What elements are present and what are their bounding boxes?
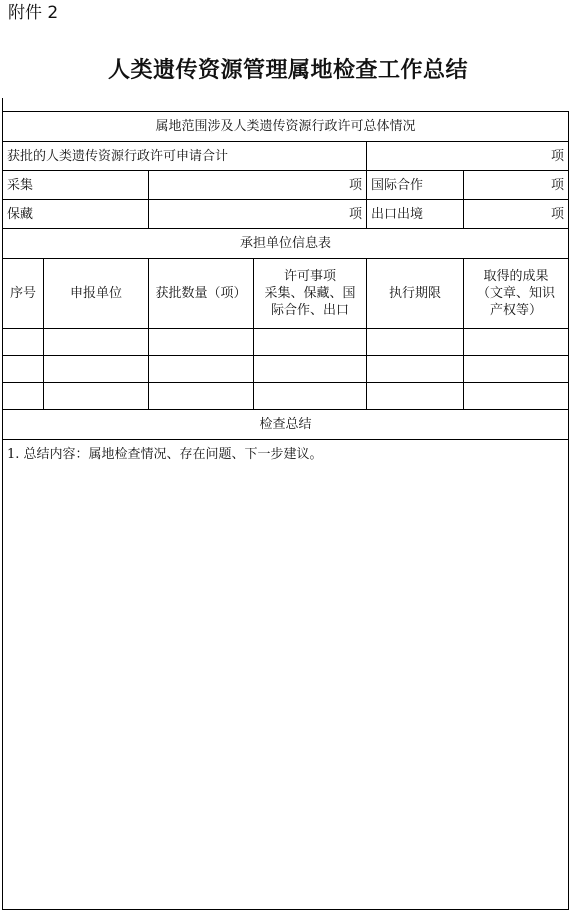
summary-header-row — [3, 410, 569, 440]
collection-label: 采集 — [3, 171, 149, 200]
overview-row-storage — [3, 200, 569, 229]
overview-row-collection — [3, 171, 569, 200]
total-approved-label: 获批的人类遗传资源行政许可申请合计 — [3, 142, 367, 171]
total-approved-value[interactable] — [367, 142, 569, 171]
international-cooperation-value[interactable] — [464, 171, 569, 200]
cell-execution-period[interactable] — [367, 356, 464, 383]
summary-header: 检查总结 — [3, 410, 569, 440]
table-row — [3, 329, 569, 356]
units-table-header: 承担单位信息表 — [3, 229, 569, 259]
unit-label: 项 — [551, 177, 565, 193]
cell-approved-count[interactable] — [149, 356, 254, 383]
unit-label: 项 — [551, 148, 565, 164]
cell-achievements[interactable] — [464, 383, 569, 410]
cell-execution-period[interactable] — [367, 383, 464, 410]
column-header-index: 序号 — [3, 259, 44, 329]
table-edge-mark — [2, 98, 3, 112]
cell-applicant[interactable] — [44, 329, 149, 356]
summary-text-area[interactable] — [3, 440, 569, 910]
export-value[interactable] — [464, 200, 569, 229]
overview-header: 属地范围涉及人类遗传资源行政许可总体情况 — [3, 112, 569, 142]
export-label: 出口出境 — [367, 200, 464, 229]
cell-permit-items[interactable] — [254, 329, 367, 356]
unit-label: 项 — [348, 206, 362, 222]
unit-label: 项 — [348, 177, 362, 193]
cell-achievements[interactable] — [464, 356, 569, 383]
cell-index[interactable] — [3, 383, 44, 410]
column-header-achievements: 取得的成果 （文章、知识 产权等） — [464, 259, 569, 329]
inspection-form-table — [2, 111, 569, 910]
table-row — [3, 383, 569, 410]
cell-execution-period[interactable] — [367, 329, 464, 356]
cell-achievements[interactable] — [464, 329, 569, 356]
cell-index[interactable] — [3, 356, 44, 383]
units-column-header-row — [3, 259, 569, 329]
cell-applicant[interactable] — [44, 383, 149, 410]
summary-instruction: 1. 总结内容：属地检查情况、存在问题、下一步建议。 — [7, 447, 323, 462]
cell-permit-items[interactable] — [254, 383, 367, 410]
overview-header-row — [3, 112, 569, 142]
cell-index[interactable] — [3, 329, 44, 356]
collection-value[interactable] — [149, 171, 367, 200]
overview-total-row — [3, 142, 569, 171]
column-header-permit-items: 许可事项 采集、保藏、国 际合作、出口 — [254, 259, 367, 329]
storage-value[interactable] — [149, 200, 367, 229]
annex-label: 附件 2 — [8, 3, 59, 23]
cell-approved-count[interactable] — [149, 383, 254, 410]
cell-applicant[interactable] — [44, 356, 149, 383]
column-header-execution-period: 执行期限 — [367, 259, 464, 329]
table-row — [3, 356, 569, 383]
summary-body-row — [3, 440, 569, 910]
units-header-row — [3, 229, 569, 259]
column-header-approved-count: 获批数量（项） — [149, 259, 254, 329]
unit-label: 项 — [551, 206, 565, 222]
cell-approved-count[interactable] — [149, 329, 254, 356]
document-title: 人类遗传资源管理属地检查工作总结 — [107, 57, 468, 83]
cell-permit-items[interactable] — [254, 356, 367, 383]
international-cooperation-label: 国际合作 — [367, 171, 464, 200]
column-header-applicant: 申报单位 — [44, 259, 149, 329]
storage-label: 保藏 — [3, 200, 149, 229]
